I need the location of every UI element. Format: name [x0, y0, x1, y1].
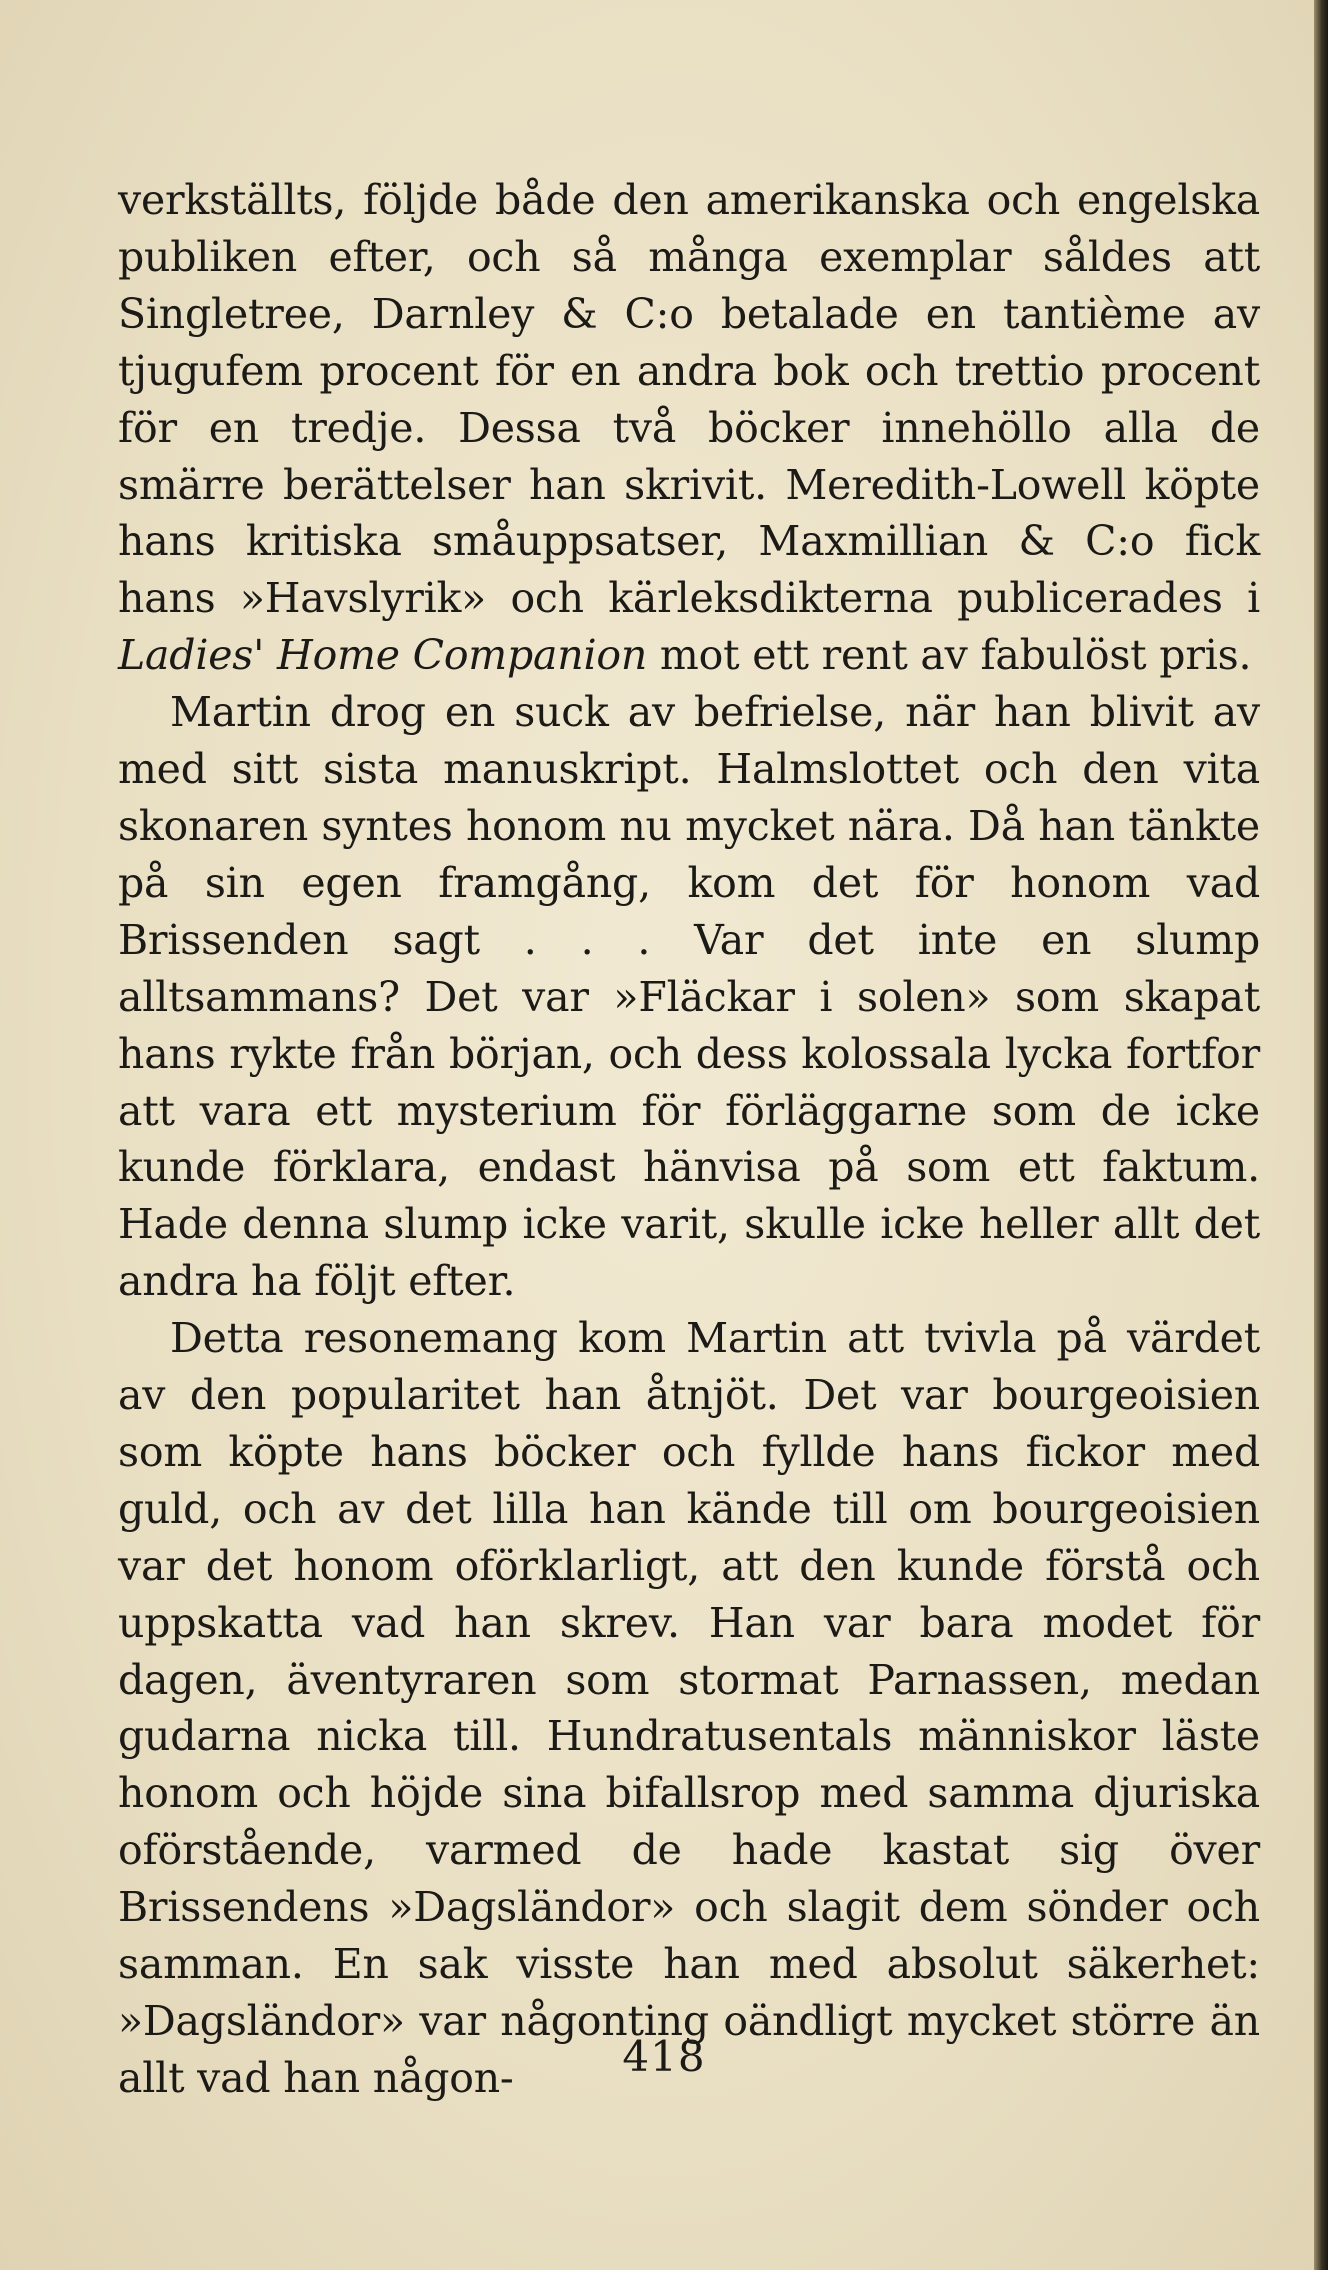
- paragraph-3-text: Detta resonemang kom Martin att tvivla på värdet av den popularitet han åtnjöt. Det var bourgeoisien som köpte hans böcker och fyllde hans fickor med guld, och av det lilla han kände till om bourgeoisien var det honom oförklarligt, att den kunde förstå och uppskatta vad han skrev. Han var bara modet för dagen, äventyraren som stormat Parnassen, medan gudarna nicka till. Hundratusentals människor läste honom och höjde sina bifallsrop med samma djuriska oförstående, varmed de hade kastat sig över Brissendens »Dagsländor» och slagit dem sönder och samman. En sak visste han med absolut säkerhet: »Dagsländor» var någonting oändligt mycket större än allt vad han någon-: [118, 1314, 1260, 2102]
- paragraph-1: [118, 172, 1260, 684]
- paragraph-3: [118, 1310, 1260, 2107]
- paragraph-1-tail: mot ett rent av fabulöst pris.: [647, 631, 1252, 680]
- paragraph-2: [118, 684, 1260, 1310]
- magazine-title: Ladies' Home Companion: [118, 631, 648, 680]
- page-number: 418: [622, 2032, 706, 2081]
- paragraph-1-text: verkställts, följde både den amerikanska och engelska publiken efter, och så många exemplar såldes att Singletree, Darnley & C:o betalade en tantième av tjugufem procent för en andra bok och trettio procent för en tredje. Dessa två böcker innehöllo alla de smärre berättelser han skrivit. Meredith-Lowell köpte hans kritiska småuppsatser, Maxmillian & C:o fick hans »Havslyrik» och kärleksdikterna publicerades i: [118, 176, 1260, 623]
- paragraph-2-text: Martin drog en suck av befrielse, när han blivit av med sitt sista manuskript. Halmslottet och den vita skonaren syntes honom nu mycket nära. Då han tänkte på sin egen framgång, kom det för honom vad Brissenden sagt . . . Var det inte en slump alltsammans? Det var »Fläckar i solen» som skapat hans rykte från början, och dess kolossala lycka fortfor att vara ett mysterium för förläggarne som de icke kunde förklara, endast hänvisa på som ett faktum. Hade denna slump icke varit, skulle icke heller allt det andra ha följt efter.: [118, 688, 1260, 1306]
- page-edge-shadow: [1314, 0, 1328, 2270]
- book-page-text: [118, 172, 1260, 2107]
